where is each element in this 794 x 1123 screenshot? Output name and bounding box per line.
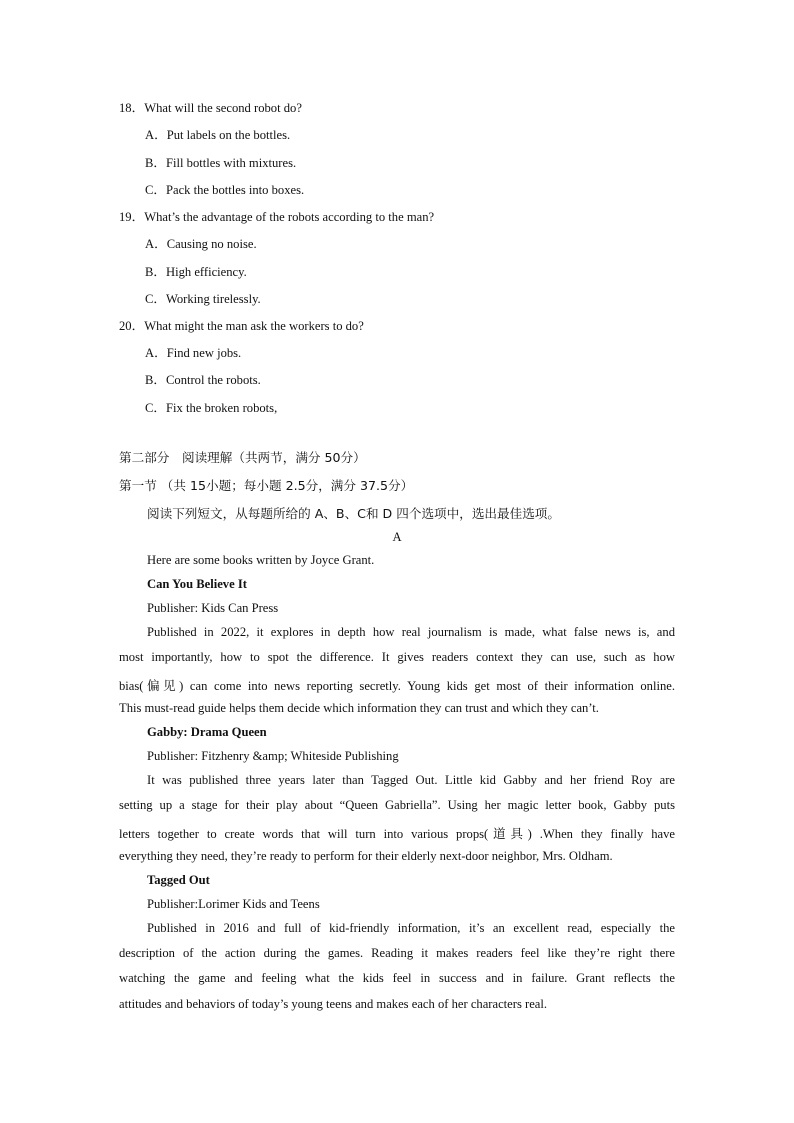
book-2-line-3: letters together to create words that will turn into various props(道具) .When they finally have: [119, 827, 675, 841]
reading-instruction: 阅读下列短文，从每题所给的 A、B、C和 D 四个选项中，选出最佳选项。: [147, 506, 560, 521]
book-1-line-1: Published in 2022, it explores in depth how real journalism is made, what false news is, and: [147, 625, 675, 639]
question-20-stem: 20．What might the man ask the workers to do?: [119, 319, 364, 333]
book-2-publisher: Publisher: Fitzhenry &amp; Whiteside Publishing: [147, 749, 399, 763]
question-18-stem: 18．What will the second robot do?: [119, 101, 302, 115]
book-2-line-2: setting up a stage for their play about “Queen Gabriella”. Using her magic letter book, Gabby puts: [119, 798, 675, 812]
question-19-option-a: A．Causing no noise.: [145, 237, 257, 251]
question-18-option-b: B．Fill bottles with mixtures.: [145, 156, 297, 170]
book-1-line-4: This must-read guide helps them decide which information they can trust and which they can’t.: [119, 701, 599, 715]
question-19-stem: 19．What’s the advantage of the robots according to the man?: [119, 210, 435, 224]
question-19-option-c: C．Working tirelessly.: [145, 292, 261, 306]
book-2-title: Gabby: Drama Queen: [147, 725, 267, 739]
question-20-option-b: B．Control the robots.: [145, 373, 261, 387]
book-1-title: Can You Believe It: [147, 577, 247, 591]
question-20-option-a: A．Find new jobs.: [145, 346, 242, 360]
book-1-publisher: Publisher: Kids Can Press: [147, 601, 279, 615]
book-2-line-1: It was published three years later than Tagged Out. Little kid Gabby and her friend Roy are: [147, 773, 675, 787]
passage-label: A: [392, 530, 402, 544]
question-18-option-c: C．Pack the bottles into boxes.: [145, 183, 305, 197]
book-3-line-2: description of the action during the games. Reading it makes readers feel like they’re right there: [119, 946, 675, 960]
book-3-line-1: Published in 2016 and full of kid-friendly information, it’s an excellent read, especially the: [147, 921, 675, 935]
book-3-publisher: Publisher:Lorimer Kids and Teens: [147, 897, 320, 911]
question-19-option-b: B．High efficiency.: [145, 265, 247, 279]
question-18-option-a: A．Put labels on the bottles.: [145, 128, 291, 142]
book-3-line-3: watching the game and feeling what the kids feel in success and in failure. Grant reflects the: [119, 971, 675, 985]
question-20-option-c: C．Fix the broken robots,: [145, 401, 278, 415]
book-3-line-4: attitudes and behaviors of today’s young teens and makes each of her characters real.: [119, 997, 548, 1011]
passage-intro: Here are some books written by Joyce Grant.: [147, 553, 375, 567]
book-3-title: Tagged Out: [147, 873, 210, 887]
part2-heading: 第二部分 阅读理解（共两节，满分 50分）: [119, 450, 366, 465]
section1-heading: 第一节 （共 15小题；每小题 2.5分，满分 37.5分）: [119, 478, 414, 493]
book-2-line-4: everything they need, they’re ready to perform for their elderly next-door neighbor, Mrs. Oldham.: [119, 849, 613, 863]
book-1-line-2: most importantly, how to spot the difference. It gives readers context they can use, such as how: [119, 650, 675, 664]
book-1-line-3: bias(偏见) can come into news reporting secretly. Young kids get most of their information online.: [119, 679, 675, 693]
